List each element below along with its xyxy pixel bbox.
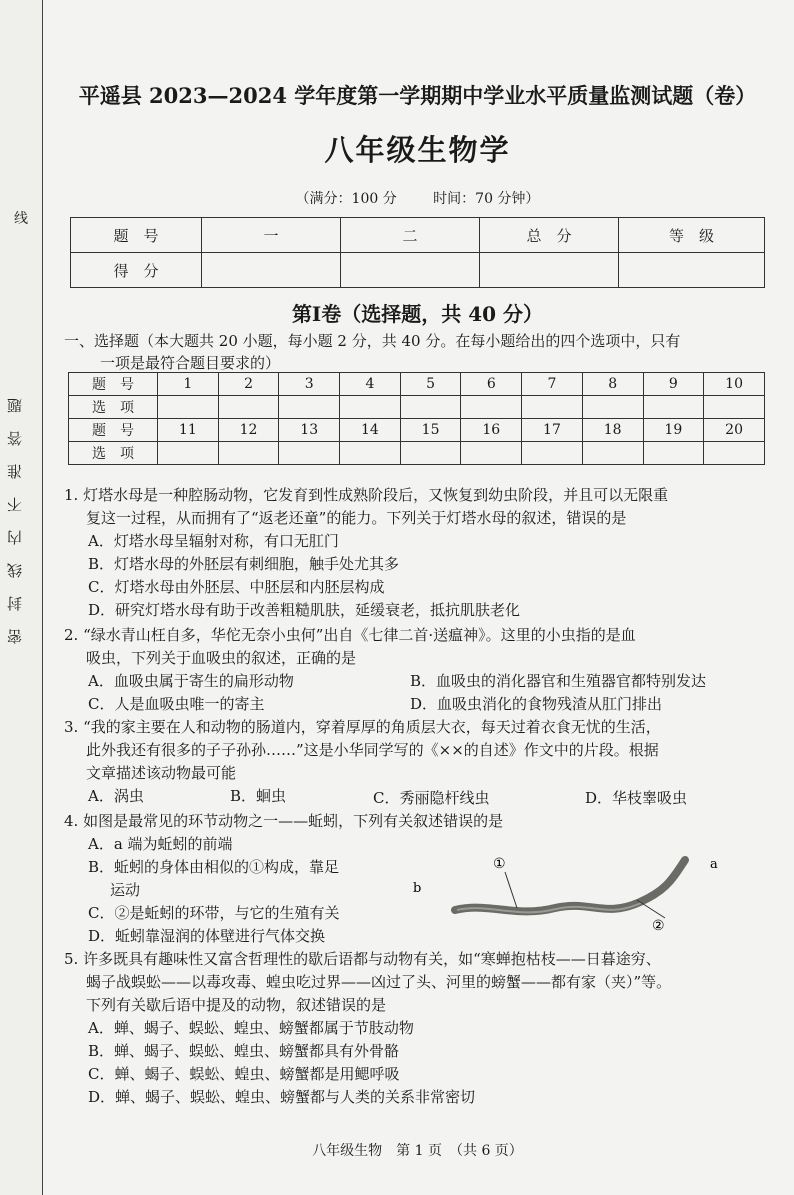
answer-cell: 1 <box>158 373 219 396</box>
answer-slot[interactable] <box>218 442 279 465</box>
subject-title: 八年级生物学 <box>324 133 511 167</box>
question-3-stem: 此外我还有很多的子子孙孙……”这是小华同学写的《××的自述》作文中的片段。根据 <box>86 741 659 759</box>
earthworm-body <box>455 860 685 911</box>
answer-slot[interactable] <box>643 442 704 465</box>
question-2-option-b: B．血吸虫的消化器官和生殖器官都特别发达 <box>410 672 707 690</box>
answer-cell: 12 <box>218 419 279 442</box>
table-row <box>69 442 765 465</box>
answer-cell: 8 <box>582 373 643 396</box>
margin-seal-text: 密封线内不准答题 <box>6 380 24 644</box>
score-cell[interactable] <box>341 253 480 288</box>
answer-slot[interactable] <box>704 396 765 419</box>
question-1-option-c: C．灯塔水母由外胚层、中胚层和内胚层构成 <box>88 578 385 596</box>
question-1-option-b: B．灯塔水母的外胚层有刺细胞，触手处尤其多 <box>88 555 400 573</box>
answer-cell: 16 <box>461 419 522 442</box>
question-2-stem: 2. “绿水青山枉自多，华佗无奈小虫何”出自《七律二首·送瘟神》。这里的小虫指的是血 <box>64 626 636 644</box>
earthworm-figure <box>405 840 745 935</box>
question-4-option-a: A．a 端为蚯蚓的前端 <box>88 835 233 853</box>
question-3-option-d: D．华枝睾吸虫 <box>585 789 688 807</box>
answer-slot[interactable] <box>582 442 643 465</box>
answer-cell: 6 <box>461 373 522 396</box>
answer-slot[interactable] <box>643 396 704 419</box>
section-instruction: 一项是最符合题目要求的） <box>100 354 281 372</box>
label-2: ② <box>652 918 665 934</box>
exam-meta <box>60 188 775 208</box>
answer-cell: 13 <box>279 419 340 442</box>
answer-cell: 15 <box>400 419 461 442</box>
question-4-option-b-cont: 运动 <box>110 881 141 899</box>
score-cell[interactable] <box>619 253 765 288</box>
score-cell: 得 分 <box>71 253 202 288</box>
question-5-stem: 5. 许多既具有趣味性又富含哲理性的歇后语都与动物有关，如“寒蝉抱枯枝——日暮途穷、 <box>64 950 661 968</box>
question-4-option-c: C．②是蚯蚓的环带，与它的生殖有关 <box>88 904 340 922</box>
answer-cell: 10 <box>704 373 765 396</box>
label-b-end: b <box>413 881 422 896</box>
answer-cell: 19 <box>643 419 704 442</box>
answer-label: 题 号 <box>69 419 158 442</box>
exam-time: 时间：70 分钟） <box>433 191 540 207</box>
answer-slot[interactable] <box>340 396 401 419</box>
score-table <box>70 217 765 288</box>
question-5-option-a: A．蝉、蝎子、蜈蚣、蝗虫、螃蟹都属于节肢动物 <box>88 1019 414 1037</box>
question-5-option-c: C．蝉、蝎子、蜈蚣、蝗虫、螃蟹都是用鳃呼吸 <box>88 1065 400 1083</box>
question-5-stem: 下列有关歇后语中提及的动物，叙述错误的是 <box>86 996 387 1014</box>
answer-slot[interactable] <box>582 396 643 419</box>
question-3-stem: 文章描述该动物最可能 <box>86 764 237 782</box>
answer-slot[interactable] <box>522 442 583 465</box>
question-2-option-d: D．血吸虫消化的食物残渣从肛门排出 <box>410 695 663 713</box>
answer-slot[interactable] <box>461 396 522 419</box>
table-row <box>71 253 765 288</box>
table-row <box>69 373 765 396</box>
answer-slot[interactable] <box>218 396 279 419</box>
question-4-option-b: B．蚯蚓的身体由相似的①构成，靠足 <box>88 858 340 876</box>
answer-cell: 4 <box>340 373 401 396</box>
answer-slot[interactable] <box>704 442 765 465</box>
score-cell[interactable] <box>480 253 619 288</box>
question-1-option-d: D．研究灯塔水母有助于改善粗糙肌肤，延缓衰老，抵抗肌肤老化 <box>88 601 521 619</box>
answer-slot[interactable] <box>279 442 340 465</box>
answer-cell: 20 <box>704 419 765 442</box>
answer-cell: 5 <box>400 373 461 396</box>
answer-label: 选 项 <box>69 396 158 419</box>
score-cell: 一 <box>202 218 341 253</box>
question-3-option-a: A．涡虫 <box>88 787 144 805</box>
question-5-stem: 蝎子战蜈蚣——以毒攻毒、蝗虫吃过界——凶过了头、河里的螃蟹——都有家（夹）”等。 <box>86 973 672 991</box>
answer-table <box>68 372 765 465</box>
question-1-option-a: A．灯塔水母呈辐射对称，有口无肛门 <box>88 532 339 550</box>
question-4-stem: 4. 如图是最常见的环节动物之一——蚯蚓，下列有关叙述错误的是 <box>64 812 504 830</box>
answer-slot[interactable] <box>400 442 461 465</box>
section-instruction: 一、选择题（本大题共 20 小题，每小题 2 分，共 40 分。在每小题给出的四个选项中，只有 <box>64 332 681 350</box>
binding-margin <box>0 0 43 1195</box>
score-cell: 总 分 <box>480 218 619 253</box>
question-1-stem: 1. 灯塔水母是一种腔肠动物，它发育到性成熟阶段后，又恢复到幼虫阶段，并且可以无限重 <box>64 486 669 504</box>
table-row <box>69 396 765 419</box>
answer-label: 选 项 <box>69 442 158 465</box>
section-title: 第Ⅰ卷（选择题，共 40 分） <box>291 302 544 326</box>
answer-slot[interactable] <box>400 396 461 419</box>
page-footer: 八年级生物 第 1 页 （共 6 页） <box>312 1143 523 1159</box>
question-2-stem: 吸虫，下列关于血吸虫的叙述，正确的是 <box>86 649 357 667</box>
question-2-option-c: C．人是血吸虫唯一的寄主 <box>88 695 265 713</box>
question-2-option-a: A．血吸虫属于寄生的扁形动物 <box>88 672 294 690</box>
answer-slot[interactable] <box>340 442 401 465</box>
question-3-option-c: C．秀丽隐杆线虫 <box>373 789 490 807</box>
label-1: ① <box>493 856 506 872</box>
exam-title: 平遥县 2023—2024 学年度第一学期期中学业水平质量监测试题（卷） <box>78 83 757 108</box>
question-5-option-d: D．蝉、蝎子、蜈蚣、蝗虫、螃蟹都与人类的关系非常密切 <box>88 1088 476 1106</box>
answer-slot[interactable] <box>461 442 522 465</box>
answer-cell: 14 <box>340 419 401 442</box>
answer-slot[interactable] <box>279 396 340 419</box>
score-cell: 题 号 <box>71 218 202 253</box>
answer-label: 题 号 <box>69 373 158 396</box>
full-score: （满分：100 分 <box>295 191 397 207</box>
score-cell: 等 级 <box>619 218 765 253</box>
exam-page <box>60 0 775 1195</box>
pointer-line-2 <box>637 900 665 918</box>
score-cell: 二 <box>341 218 480 253</box>
answer-slot[interactable] <box>522 396 583 419</box>
answer-slot[interactable] <box>158 442 219 465</box>
answer-cell: 11 <box>158 419 219 442</box>
question-1-stem: 复这一过程，从而拥有了“返老还童”的能力。下列关于灯塔水母的叙述，错误的是 <box>86 509 627 527</box>
answer-cell: 3 <box>279 373 340 396</box>
margin-mark: 线 <box>14 211 28 227</box>
answer-cell: 17 <box>522 419 583 442</box>
answer-cell: 7 <box>522 373 583 396</box>
answer-cell: 2 <box>218 373 279 396</box>
question-3-stem: 3. “我的家主要在人和动物的肠道内，穿着厚厚的角质层大衣，每天过着衣食无忧的生活， <box>64 718 661 736</box>
answer-cell: 9 <box>643 373 704 396</box>
question-4-option-d: D．蚯蚓靠湿润的体壁进行气体交换 <box>88 927 326 945</box>
earthworm-illustration <box>405 840 745 935</box>
question-3-option-b: B．蛔虫 <box>230 787 287 805</box>
pointer-line-1 <box>505 872 517 908</box>
answer-slot[interactable] <box>158 396 219 419</box>
score-cell[interactable] <box>202 253 341 288</box>
answer-cell: 18 <box>582 419 643 442</box>
label-a-end: a <box>710 857 718 872</box>
table-row <box>69 419 765 442</box>
question-5-option-b: B．蝉、蝎子、蜈蚣、蝗虫、螃蟹都具有外骨骼 <box>88 1042 400 1060</box>
table-row <box>71 218 765 253</box>
